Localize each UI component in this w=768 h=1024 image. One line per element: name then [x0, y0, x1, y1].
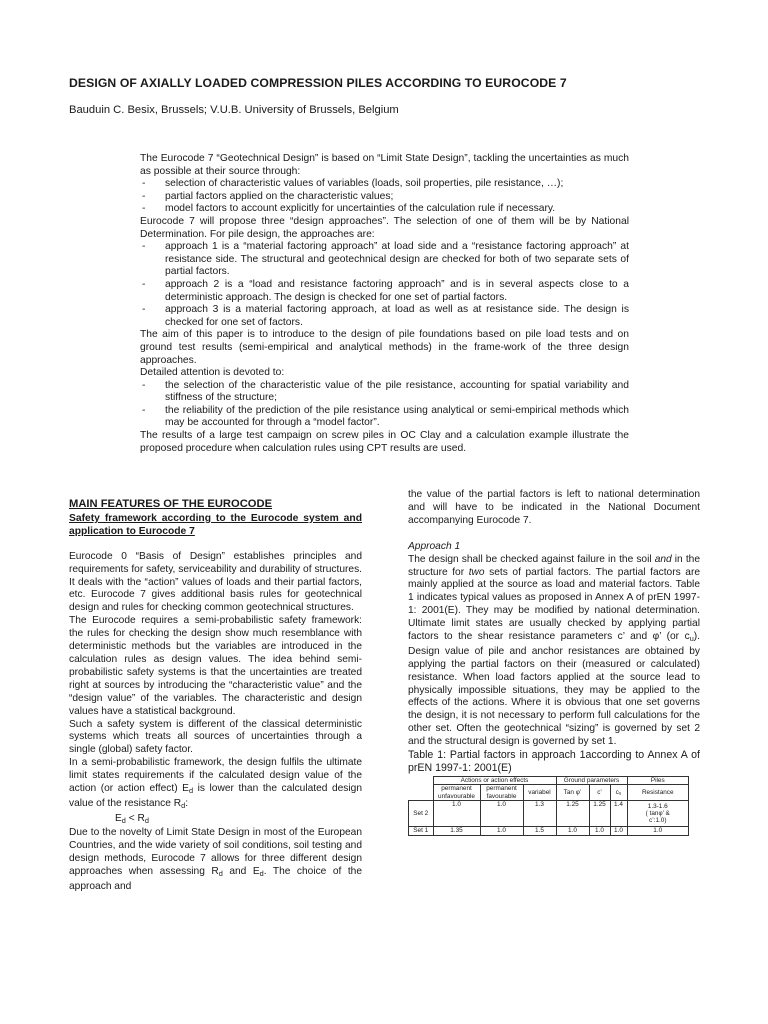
table-caption: Table 1: Partial factors in approach 1according to Annex A of prEN 1997-1: 2001(E): [408, 749, 700, 775]
list-item: - partial factors applied on the characteristic values;: [140, 191, 629, 204]
list-item: - the reliability of the prediction of the pile resistance using analytical or semi-empirical methods which may be accounted for through a “model factor”.: [140, 405, 629, 430]
table-cell: 1.0: [480, 827, 523, 835]
right-column: [408, 489, 700, 836]
body-paragraph: In a semi-probabilistic framework, the design fulfils the ultimate limit states requirements if the calculated design value of the action (or action effect) $E_d$ is lower than the calculated design value of the resistance $R_d$:: [69, 757, 362, 810]
table-cell: 1.25: [589, 801, 610, 827]
table-group-header: Actions or action effects: [433, 777, 556, 785]
list-item: - model factors to account explicitly for uncertainties of the calculation rule if necessary.: [140, 203, 629, 216]
body-paragraph: Such a safety system is different of the classical deterministic systems which treats all sources of uncertainties through a single (global) safety factor.: [69, 718, 362, 756]
table-row: [409, 801, 689, 827]
table-row-label: Set 2: [409, 801, 434, 827]
abstract-paragraph: Detailed attention is devoted to:: [140, 367, 285, 379]
list-item: - approach 2 is a “load and resistance factoring approach” and is in several aspects close to a deterministic approach. The design is checked for one set of partial factors.: [140, 279, 629, 304]
table-header-cell: permanent unfavourable: [433, 785, 480, 801]
table-cell: 1.0: [610, 827, 627, 835]
table-cell: 1.0: [433, 801, 480, 827]
list-item: - the selection of the characteristic value of the pile resistance, accounting for spatial variability and stiffness of the structure;: [140, 380, 629, 405]
body-paragraph: the value of the partial factors is left to national determination and will have to be indicated in the National Document accompanying Eurocode 7.: [408, 489, 700, 526]
abstract-paragraph: Eurocode 7 will propose three “design approaches”. The selection of one of them will be by National Determination. For pile design, the approaches are:: [140, 215, 629, 240]
table-header-cell: variabel: [523, 785, 556, 801]
abstract-paragraph: The Eurocode 7 “Geotechnical Design” is based on “Limit State Design”, tackling the uncertainties as much as possible at their source through:: [140, 153, 629, 177]
table-header-cell: Tan φ’: [556, 785, 589, 801]
abstract-paragraph: The results of a large test campaign on screw piles in OC Clay and a calculation example illustrate the proposed procedure when calculation rules using CPT results are used.: [140, 430, 629, 454]
abstract-paragraph: The aim of this paper is to introduce to the design of pile foundations based on pile load tests and on ground test results (semi-empirical and analytical methods) in the frame-work of the three design approaches.: [140, 329, 629, 366]
table-group-header: Ground parameters: [556, 777, 627, 785]
table-cell: 1.3: [523, 801, 556, 827]
table-cell: 1.5: [523, 827, 556, 835]
partial-factors-table: [408, 776, 689, 836]
table-header-cell: cᵤ: [610, 785, 627, 801]
list-item: - approach 1 is a “material factoring approach” at load side and a “resistance factoring approach” at resistance side. The structural and geotechnical design are checked for both of two separate sets of partial factors.: [140, 241, 629, 279]
table-cell: 1.4: [610, 801, 627, 827]
table-cell: 1.25: [556, 801, 589, 827]
approach-heading: Approach 1: [408, 540, 461, 552]
paper-authors: Bauduin C. Besix, Brussels; V.U.B. University of Brussels, Belgium: [69, 104, 399, 116]
table-cell: 1.3-1.6 ( tanφ’ & c’:1.0): [627, 801, 689, 827]
abstract-list-approaches: [140, 241, 629, 329]
body-paragraph: Due to the novelty of Limit State Design in most of the European Countries, and the wide variety of soil conditions, soil testing and design methods, Eurocode 7 allows for three different design approaches when assessing $R_d$ and $E_d$. The choice of the approach and: [69, 827, 362, 892]
body-paragraph: The Eurocode requires a semi-probabilistic safety framework: the rules for checking the design show much resemblance with deterministic methods but the variables are introduced in the calculation rules as design values. The idea behind semi-probabilistic safety systems is that the uncertainties are treated right at sources by introducing the “characteristic value” and the “design value” of the variables. The characteristic and design values have a statistical background.: [69, 615, 362, 717]
table-header-cell: Resistance: [627, 785, 689, 801]
table-header-cell: permanent favourable: [480, 785, 523, 801]
abstract-list-sources: [140, 178, 629, 216]
table-cell: 1.35: [433, 827, 480, 835]
equation: $E_d < R_d$: [115, 812, 149, 825]
table-header-cell: c’: [589, 785, 610, 801]
paper-title: DESIGN OF AXIALLY LOADED COMPRESSION PILES ACCORDING TO EUROCODE 7: [69, 76, 567, 90]
body-paragraph: The design shall be checked against failure in the soil and in the structure for two sets of partial factors. The partial factors are mainly applied at the source as load and material factors. Table 1 indicates typical values as proposed in Annex A of prEN 1997-1: 2001(E). They may be modified by national determination. Ultimate limit states are usually checked by applying partial factors to the shear resistance parameters c’ and φ’ (or $c_u$). Design value of pile and anchor resistances are obtained by applying the partial factors on their (measured or calculated) resistance. When load factors applied at the source lead to physically impossible situations, they may be applied to the effects of the actions. Where it is obvious that one set governs the design, it is not necessary to perform full calculations for the other set. Often the geotechnical “sizing” is governed by set 2 and the structural design is governed by set 1.: [408, 553, 700, 748]
table-group-header: Piles: [627, 777, 689, 785]
list-item: - approach 3 is a material factoring approach, at load as well as at resistance side. The design is checked for one set of factors.: [140, 304, 629, 329]
abstract: [140, 153, 629, 455]
section-heading: MAIN FEATURES OF THE EUROCODE: [69, 498, 273, 510]
table-cell: 1.0: [589, 827, 610, 835]
table-row-label: Set 1: [409, 827, 434, 835]
subsection-heading: Safety framework according to the Eurocode system and application to Eurocode 7: [69, 512, 362, 537]
table-row: [409, 827, 689, 835]
abstract-list-attention: [140, 380, 629, 430]
table-cell: 1.0: [627, 827, 689, 835]
left-column: [69, 498, 362, 894]
table-row: [409, 785, 689, 801]
table-cell: 1.0: [480, 801, 523, 827]
table-cell: 1.0: [556, 827, 589, 835]
table-row: [409, 777, 689, 785]
list-item: - selection of characteristic values of variables (loads, soil properties, pile resistance, …);: [140, 178, 629, 191]
body-paragraph: Eurocode 0 “Basis of Design” establishes principles and requirements for safety, serviceability and durability of structures. It deals with the “action” values of loads and their partial factors, etc. Eurocode 7 gives additional basis rules for geotechnical design and rules for checking common geotechnical structures.: [69, 550, 362, 614]
